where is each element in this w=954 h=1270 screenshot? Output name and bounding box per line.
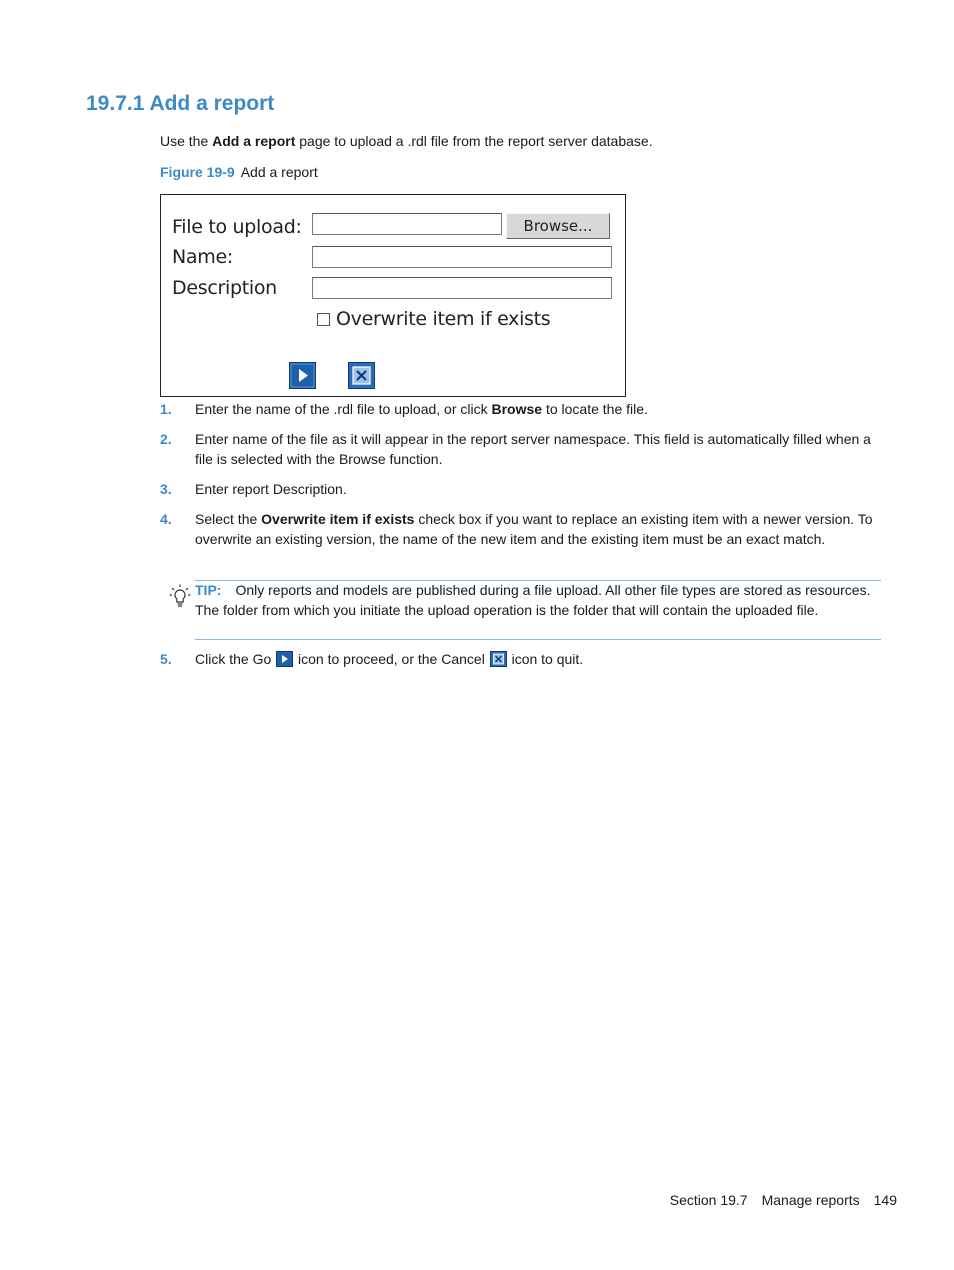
figure-title: Add a report [240, 164, 318, 180]
step-text [195, 650, 882, 670]
step-text-post: to locate the file. [542, 401, 648, 417]
figure-label: Figure 19-9 [160, 164, 235, 180]
tip-box [195, 580, 881, 640]
browse-button[interactable]: Browse... [506, 213, 610, 239]
step-text-post: check box if you want to replace an existing item with a newer version. To overwrite an existing version, the name of the new item and the existing item must be an exact match. [195, 511, 873, 547]
step-bold-term: Browse [491, 401, 543, 417]
step-number: 5. [160, 651, 172, 667]
lightbulb-icon [169, 584, 191, 608]
step-number: 4. [160, 511, 172, 527]
step-text-mid: icon to proceed, or the Cancel [294, 651, 489, 667]
figure-caption [160, 163, 318, 183]
step-number: 3. [160, 481, 172, 497]
page-footer [670, 1192, 897, 1208]
description-label: Description [172, 277, 277, 299]
file-to-upload-input[interactable] [312, 213, 502, 235]
name-input[interactable] [312, 246, 612, 268]
file-to-upload-label: File to upload: [172, 216, 302, 238]
step-number: 1. [160, 401, 172, 417]
intro-text-post: page to upload a .rdl file from the report server database. [295, 133, 653, 149]
cancel-x-icon[interactable] [348, 362, 375, 389]
footer-title: Manage reports [761, 1192, 860, 1208]
step-text-pre: Select the [195, 511, 262, 527]
go-arrow-icon[interactable] [289, 362, 316, 389]
tip-body: Only reports and models are published during a file upload. All other file types are stored as resources. The folder from which you initiate the upload operation is the folder that will contain the uploaded file. [195, 582, 871, 618]
intro-paragraph [160, 132, 653, 152]
step-text: Enter name of the file as it will appear in the report server namespace. This field is automatically filled when a file is selected with the Browse function. [195, 431, 871, 467]
step-text-pre: Enter the name of the .rdl file to upload, or click [195, 401, 492, 417]
step-text-post: icon to quit. [507, 651, 584, 667]
tip-text [195, 581, 875, 620]
step-text: Enter report Description. [195, 481, 347, 497]
tip-label: TIP: [195, 582, 222, 598]
overwrite-label: Overwrite item if exists [336, 308, 551, 330]
footer-section: Section 19.7 [669, 1192, 748, 1208]
cancel-x-icon [490, 651, 507, 667]
name-label: Name: [172, 246, 233, 268]
step-text [195, 510, 882, 549]
section-heading: 19.7.1 Add a report [86, 92, 275, 115]
intro-bold-term: Add a report [212, 133, 296, 149]
step-number: 2. [160, 431, 172, 447]
go-arrow-icon [276, 651, 293, 667]
step-text-pre: Click the Go [195, 651, 276, 667]
page-number: 149 [873, 1192, 897, 1208]
overwrite-checkbox[interactable] [317, 313, 330, 326]
description-input[interactable] [312, 277, 612, 299]
step-text [195, 400, 882, 420]
add-report-figure [160, 194, 626, 397]
intro-text-pre: Use the [160, 133, 213, 149]
step-bold-term: Overwrite item if exists [261, 511, 415, 527]
